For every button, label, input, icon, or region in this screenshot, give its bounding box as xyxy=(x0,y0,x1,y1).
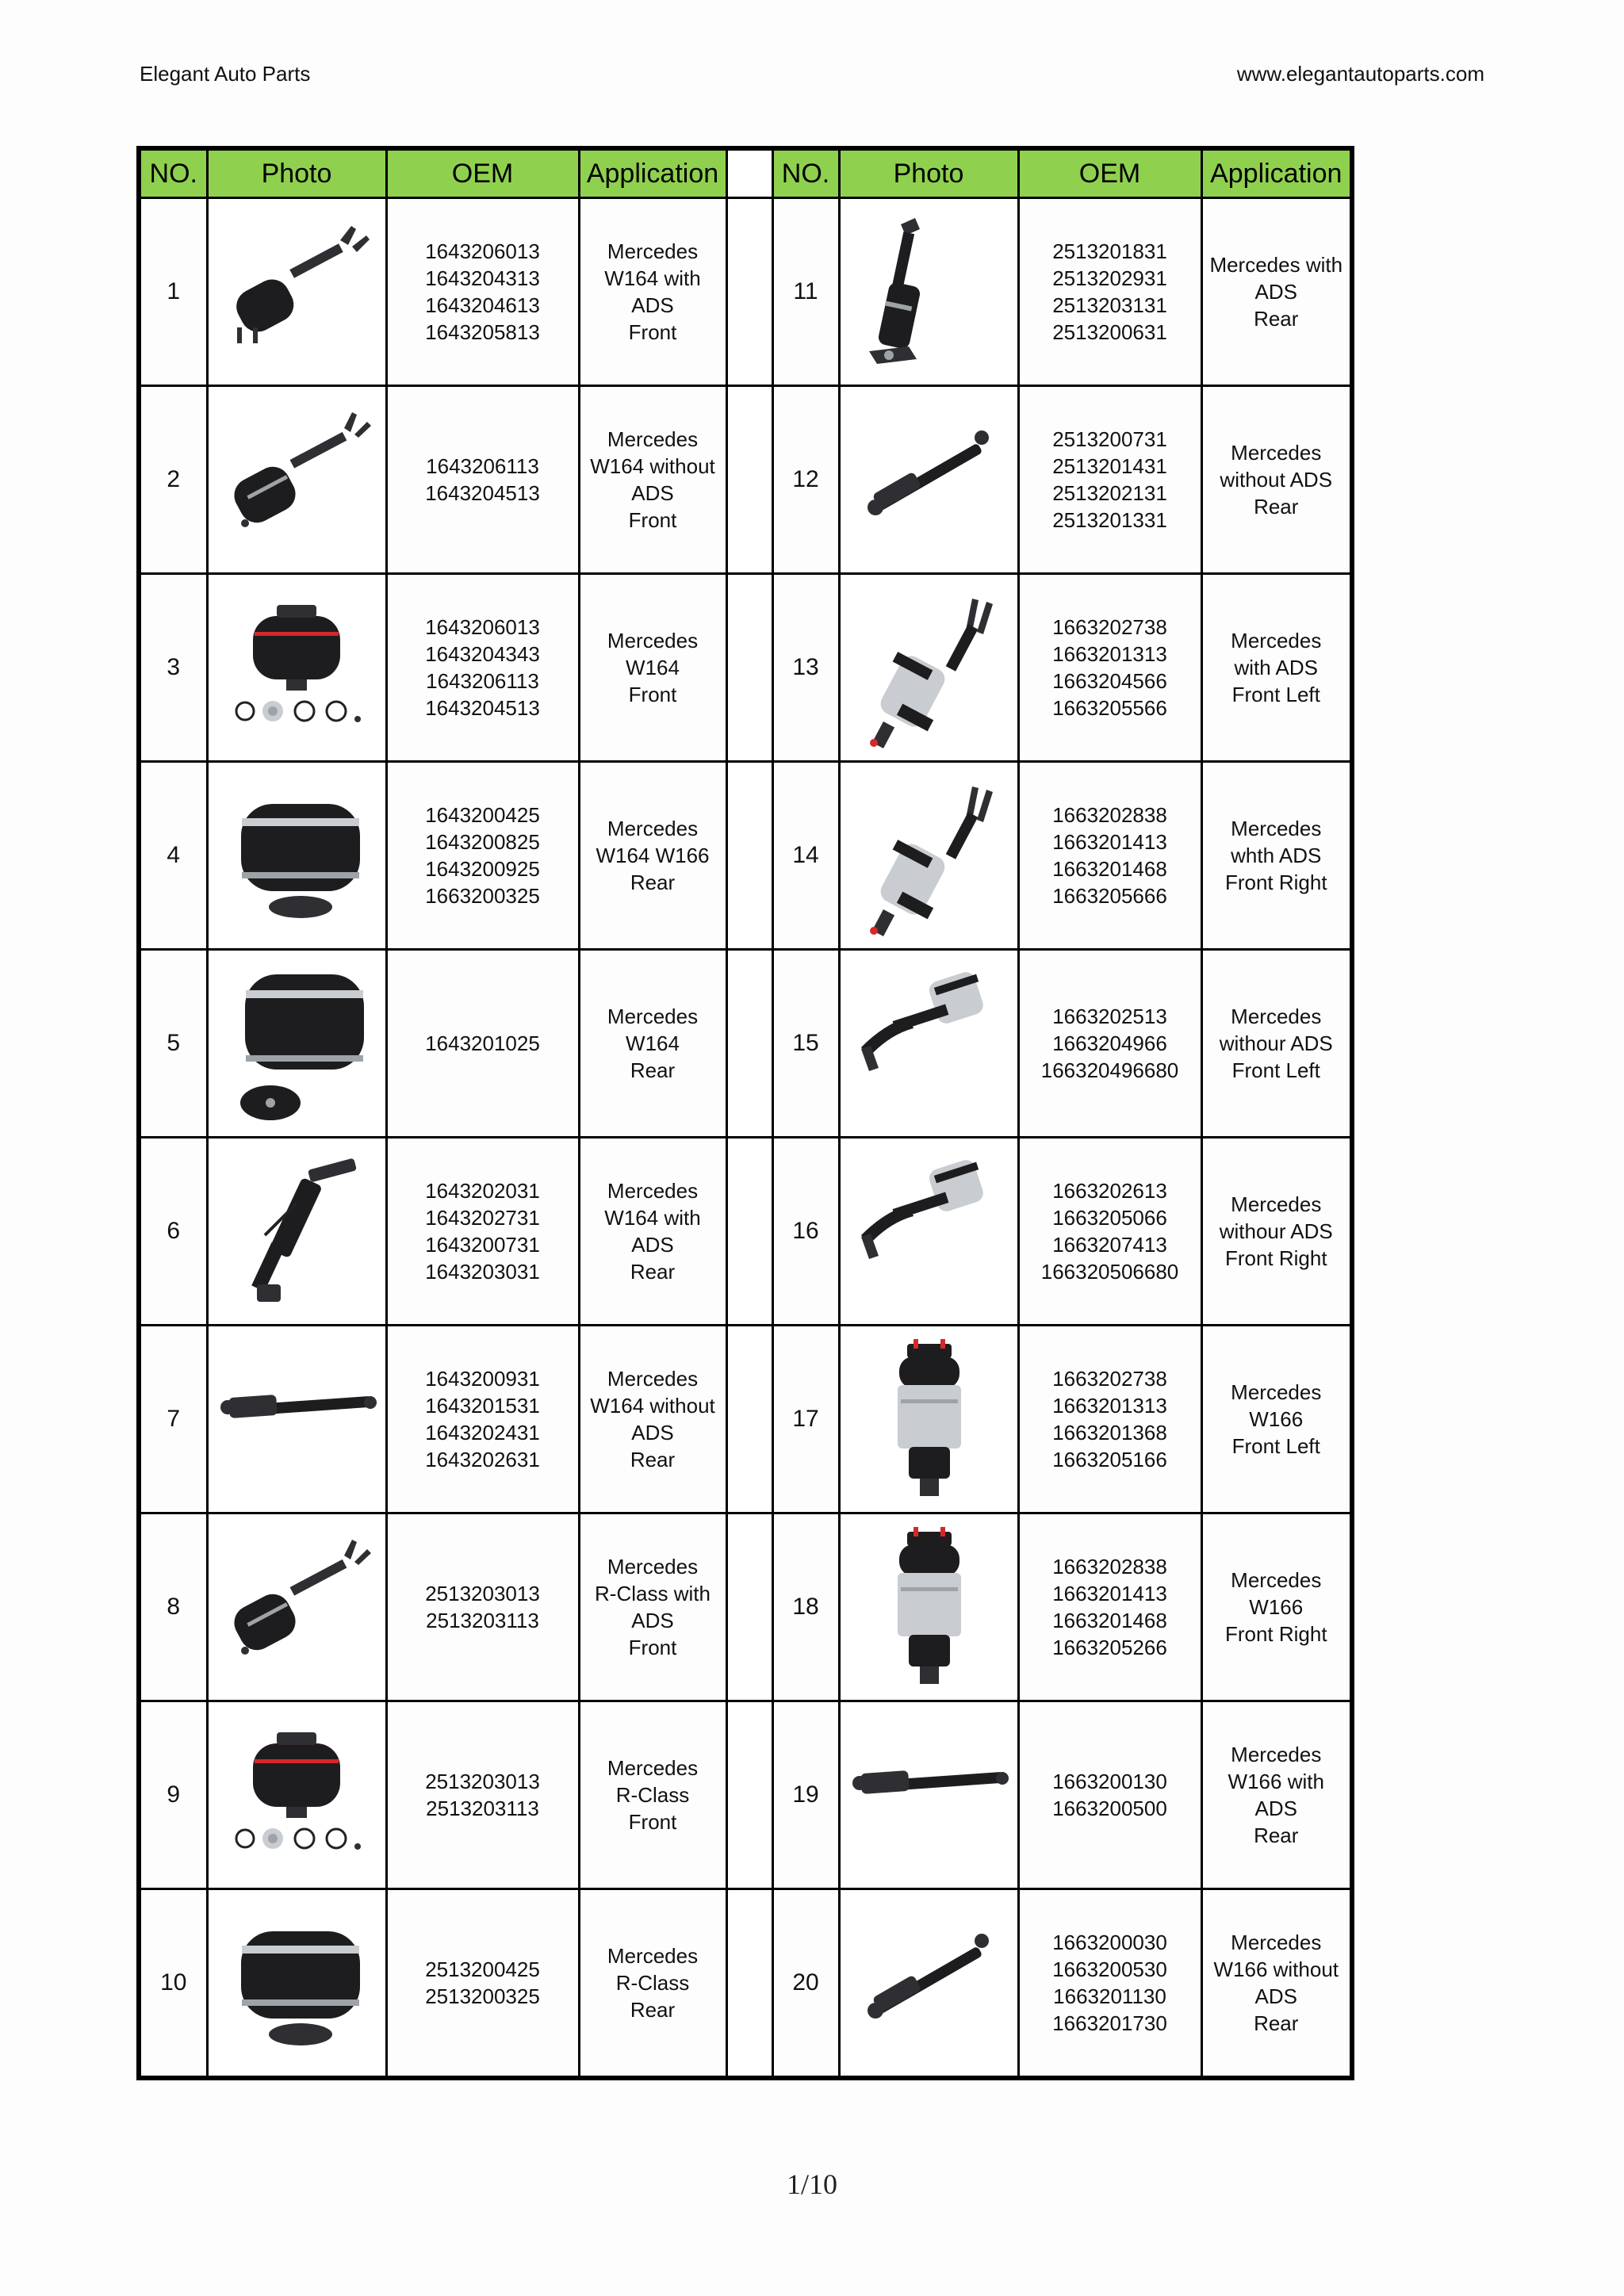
oem-number: 1663201730 xyxy=(1052,2011,1167,2035)
rear-shock-icon xyxy=(845,396,1012,563)
oem-number: 2513203113 xyxy=(426,1609,539,1632)
oem-number: 2513202931 xyxy=(1052,266,1167,290)
oem-number: 2513200325 xyxy=(425,1984,540,2008)
application-line: W164 xyxy=(626,656,680,679)
application-line: Front Left xyxy=(1231,1058,1320,1082)
oem-number: 1663202838 xyxy=(1052,803,1167,827)
header-spacer xyxy=(726,148,772,198)
product-photo xyxy=(839,1138,1018,1326)
oem-number: 1643200925 xyxy=(425,857,540,881)
column-spacer xyxy=(726,198,772,386)
product-photo xyxy=(207,1889,386,2079)
application xyxy=(1201,1138,1352,1326)
oem-numbers xyxy=(1018,1701,1201,1889)
product-photo xyxy=(207,950,386,1138)
oem-number: 1643204313 xyxy=(425,266,540,290)
application-line: Mercedes xyxy=(607,1756,699,1780)
column-spacer xyxy=(726,1326,772,1513)
product-photo xyxy=(839,386,1018,574)
application-line: Mercedes xyxy=(607,817,699,840)
oem-number: 1643202431 xyxy=(425,1421,540,1445)
application-line: Mercedes xyxy=(607,1004,699,1028)
table-row xyxy=(139,1326,1352,1513)
oem-number: 1643205813 xyxy=(425,320,540,344)
application xyxy=(579,386,726,574)
application-line: Rear xyxy=(630,1998,676,2022)
oem-number: 1643206013 xyxy=(425,239,540,263)
table-row xyxy=(139,386,1352,574)
application xyxy=(1201,950,1352,1138)
oem-number: 1643202031 xyxy=(425,1179,540,1203)
oem-number: 166320496680 xyxy=(1040,1058,1179,1082)
air-spring-module-icon xyxy=(845,1336,1012,1502)
oem-number: 1663205166 xyxy=(1052,1448,1167,1471)
air-spring-module-icon xyxy=(845,1524,1012,1690)
rear-air-spring-icon xyxy=(213,772,380,939)
application-line: Mercedes xyxy=(1231,1931,1322,1954)
oem-number: 1643204613 xyxy=(425,293,540,317)
application-line: Mercedes xyxy=(1231,1743,1322,1766)
oem-number: 1643202731 xyxy=(425,1206,540,1230)
front-strut-icon xyxy=(213,1524,380,1690)
front-strut-ads-icon xyxy=(213,209,380,375)
application-line: Rear xyxy=(1254,307,1299,331)
header-no: NO. xyxy=(772,148,839,198)
application-line: Rear xyxy=(1254,495,1299,519)
oem-number: 1663207413 xyxy=(1052,1233,1167,1257)
oem-number: 2513200731 xyxy=(1052,427,1167,451)
item-number: 8 xyxy=(139,1513,207,1701)
table-row xyxy=(139,1701,1352,1889)
application-line: Rear xyxy=(630,1448,676,1471)
oem-number: 1663205266 xyxy=(1052,1636,1167,1659)
application xyxy=(579,950,726,1138)
application xyxy=(1201,1701,1352,1889)
application-line: W164 with xyxy=(604,1206,701,1230)
oem-numbers xyxy=(1018,198,1201,386)
oem-number: 1643200825 xyxy=(425,830,540,854)
front-strut-fork-icon xyxy=(845,584,1012,751)
application xyxy=(579,1889,726,2079)
column-spacer xyxy=(726,386,772,574)
item-number: 6 xyxy=(139,1138,207,1326)
rear-shock-horizontal-icon xyxy=(845,1712,1012,1878)
air-bag-with-rings-icon xyxy=(213,1712,380,1878)
product-photo xyxy=(207,762,386,950)
table-row xyxy=(139,1138,1352,1326)
page-number: 1/10 xyxy=(786,2168,837,2200)
oem-numbers xyxy=(386,198,579,386)
oem-number: 1663204966 xyxy=(1052,1031,1167,1055)
oem-numbers xyxy=(1018,574,1201,762)
application xyxy=(1201,1326,1352,1513)
item-number: 9 xyxy=(139,1701,207,1889)
oem-number: 2513201331 xyxy=(1052,508,1167,532)
application-line: W166 xyxy=(1249,1595,1304,1619)
oem-number: 1663202513 xyxy=(1052,1004,1167,1028)
product-photo xyxy=(207,574,386,762)
header-photo: Photo xyxy=(207,148,386,198)
application-line: ADS xyxy=(1254,1984,1297,2008)
application-line: Front xyxy=(628,508,677,532)
air-bag-with-rings-icon xyxy=(213,584,380,751)
application-line: withour ADS xyxy=(1219,1219,1333,1243)
oem-number: 2513200631 xyxy=(1052,320,1167,344)
oem-number: 1663205066 xyxy=(1052,1206,1167,1230)
item-number: 3 xyxy=(139,574,207,762)
front-strut-icon xyxy=(213,396,380,563)
oem-numbers xyxy=(1018,950,1201,1138)
product-photo xyxy=(207,1701,386,1889)
application-line: with ADS xyxy=(1234,656,1318,679)
item-number: 4 xyxy=(139,762,207,950)
header-oem: OEM xyxy=(1018,148,1201,198)
oem-numbers xyxy=(386,1138,579,1326)
oem-number: 1663201413 xyxy=(1052,830,1167,854)
application-line: W164 with xyxy=(604,266,701,290)
oem-numbers xyxy=(1018,1138,1201,1326)
column-spacer xyxy=(726,950,772,1138)
application-line: Mercedes xyxy=(607,1555,699,1578)
application-line: W166 xyxy=(1249,1407,1304,1431)
application-line: Mercedes xyxy=(607,427,699,451)
application-line: Mercedes xyxy=(607,1944,699,1968)
oem-number: 1663202738 xyxy=(1052,1367,1167,1391)
oem-number: 1663202838 xyxy=(1052,1555,1167,1578)
item-number: 18 xyxy=(772,1513,839,1701)
application-line: ADS xyxy=(631,1233,674,1257)
application-line: Mercedes xyxy=(1231,629,1322,652)
rear-shock-bracket-icon xyxy=(213,1148,380,1314)
table-header-row xyxy=(139,148,1352,198)
application-line: Rear xyxy=(630,1260,676,1284)
oem-number: 1643204513 xyxy=(425,696,540,720)
application xyxy=(579,762,726,950)
vertical-rear-strut-icon xyxy=(845,209,1012,375)
application-line: W166 without xyxy=(1213,1957,1339,1981)
table-row xyxy=(139,1513,1352,1701)
application-line: R-Class with xyxy=(595,1582,710,1605)
oem-number: 1643204513 xyxy=(425,481,540,505)
oem-numbers xyxy=(386,762,579,950)
oem-number: 2513201831 xyxy=(1052,239,1167,263)
oem-number: 1643201025 xyxy=(425,1031,540,1055)
product-photo xyxy=(839,1701,1018,1889)
oem-number: 2513203113 xyxy=(426,1797,539,1820)
application xyxy=(579,1513,726,1701)
oem-number: 2513203013 xyxy=(425,1582,540,1605)
product-photo xyxy=(839,1889,1018,2079)
product-photo xyxy=(839,574,1018,762)
oem-number: 1663205566 xyxy=(1052,696,1167,720)
oem-numbers xyxy=(1018,1513,1201,1701)
application-line: Mercedes xyxy=(1231,1380,1322,1404)
header-no: NO. xyxy=(139,148,207,198)
product-photo xyxy=(207,386,386,574)
application xyxy=(1201,1513,1352,1701)
website-url: www.elegantautoparts.com xyxy=(1236,62,1484,86)
oem-number: 1663201468 xyxy=(1052,1609,1167,1632)
application xyxy=(579,574,726,762)
oem-number: 1663201130 xyxy=(1053,1984,1166,2008)
item-number: 11 xyxy=(772,198,839,386)
oem-number: 1643206013 xyxy=(425,615,540,639)
oem-number: 1663200500 xyxy=(1052,1797,1167,1820)
oem-number: 1643206113 xyxy=(426,454,539,478)
application-line: Mercedes xyxy=(607,1367,699,1391)
application xyxy=(579,1138,726,1326)
oem-number: 1663200030 xyxy=(1052,1931,1167,1954)
front-strut-arm-icon xyxy=(845,960,1012,1127)
application-line: Mercedes xyxy=(1231,1568,1322,1592)
table-row xyxy=(139,1889,1352,2079)
column-spacer xyxy=(726,762,772,950)
application-line: Mercedes xyxy=(607,1179,699,1203)
application-line: Front xyxy=(628,320,677,344)
oem-number: 1663202738 xyxy=(1052,615,1167,639)
application-line: Rear xyxy=(1254,1823,1299,1847)
application-line: W164 without xyxy=(590,1394,715,1418)
company-name: Elegant Auto Parts xyxy=(140,62,311,86)
oem-numbers xyxy=(1018,386,1201,574)
item-number: 17 xyxy=(772,1326,839,1513)
application xyxy=(579,1326,726,1513)
item-number: 10 xyxy=(139,1889,207,2079)
application-line: Mercedes xyxy=(607,629,699,652)
item-number: 16 xyxy=(772,1138,839,1326)
oem-number: 1663201368 xyxy=(1052,1421,1167,1445)
application xyxy=(579,1701,726,1889)
oem-number: 2513203131 xyxy=(1052,293,1167,317)
item-number: 12 xyxy=(772,386,839,574)
application-line: Mercedes xyxy=(1231,1192,1322,1216)
item-number: 19 xyxy=(772,1701,839,1889)
application xyxy=(579,198,726,386)
product-photo xyxy=(839,198,1018,386)
table-row xyxy=(139,198,1352,386)
product-photo xyxy=(207,198,386,386)
oem-number: 1663201313 xyxy=(1052,1394,1167,1418)
product-photo xyxy=(839,1326,1018,1513)
oem-numbers xyxy=(1018,762,1201,950)
product-photo xyxy=(207,1326,386,1513)
oem-numbers xyxy=(386,1513,579,1701)
oem-number: 166320506680 xyxy=(1040,1260,1179,1284)
item-number: 2 xyxy=(139,386,207,574)
oem-number: 1663200530 xyxy=(1052,1957,1167,1981)
oem-number: 1643200931 xyxy=(425,1367,540,1391)
application xyxy=(1201,574,1352,762)
application-line: W164 W166 xyxy=(596,844,710,867)
application-line: whth ADS xyxy=(1231,844,1322,867)
application-line: Front Right xyxy=(1224,1246,1327,1270)
column-spacer xyxy=(726,1701,772,1889)
column-spacer xyxy=(726,574,772,762)
application-line: withour ADS xyxy=(1219,1031,1333,1055)
application-line: Front Right xyxy=(1224,1622,1327,1646)
application-line: R-Class xyxy=(615,1783,690,1807)
product-photo xyxy=(207,1138,386,1326)
oem-numbers xyxy=(386,574,579,762)
oem-number: 2513200425 xyxy=(425,1957,540,1981)
column-spacer xyxy=(726,1138,772,1326)
oem-number: 1663201413 xyxy=(1052,1582,1167,1605)
oem-number: 1663201313 xyxy=(1052,642,1167,666)
item-number: 1 xyxy=(139,198,207,386)
product-photo xyxy=(839,762,1018,950)
oem-number: 1663200130 xyxy=(1052,1770,1167,1793)
application-line: R-Class xyxy=(615,1971,690,1995)
application xyxy=(1201,1889,1352,2079)
header-application: Application xyxy=(579,148,726,198)
item-number: 13 xyxy=(772,574,839,762)
application-line: W164 without xyxy=(590,454,715,478)
product-photo xyxy=(207,1513,386,1701)
table-row xyxy=(139,762,1352,950)
application-line: Mercedes xyxy=(1231,1004,1322,1028)
column-spacer xyxy=(726,1513,772,1701)
application-line: ADS xyxy=(631,1421,674,1445)
oem-number: 1663204566 xyxy=(1052,669,1167,693)
application-line: Front xyxy=(628,1636,677,1659)
oem-number: 1643202631 xyxy=(425,1448,540,1471)
item-number: 7 xyxy=(139,1326,207,1513)
application-line: Rear xyxy=(630,1058,676,1082)
application-line: without ADS xyxy=(1220,468,1333,492)
table-row xyxy=(139,950,1352,1138)
front-strut-arm-icon xyxy=(845,1148,1012,1314)
rear-air-spring-icon xyxy=(213,1900,380,2066)
oem-number: 1643206113 xyxy=(426,669,539,693)
oem-numbers xyxy=(386,1889,579,2079)
oem-numbers xyxy=(1018,1889,1201,2079)
oem-number: 1643200731 xyxy=(425,1233,540,1257)
header-oem: OEM xyxy=(386,148,579,198)
column-spacer xyxy=(726,1889,772,2079)
application-line: Front Left xyxy=(1231,683,1320,706)
rear-shock-icon xyxy=(845,1900,1012,2066)
header-photo: Photo xyxy=(839,148,1018,198)
application-line: Rear xyxy=(630,871,676,894)
oem-number: 1663202613 xyxy=(1052,1179,1167,1203)
oem-number: 2513203013 xyxy=(425,1770,540,1793)
application-line: Mercedes xyxy=(607,239,699,263)
application-line: ADS xyxy=(631,1609,674,1632)
application-line: Front Left xyxy=(1231,1434,1320,1458)
item-number: 15 xyxy=(772,950,839,1138)
application xyxy=(1201,762,1352,950)
application-line: Rear xyxy=(1254,2011,1299,2035)
application-line: W164 xyxy=(626,1031,680,1055)
oem-number: 1643203031 xyxy=(425,1260,540,1284)
oem-numbers xyxy=(1018,1326,1201,1513)
application-line: W166 with xyxy=(1228,1770,1324,1793)
product-photo xyxy=(839,1513,1018,1701)
oem-number: 2513201431 xyxy=(1052,454,1167,478)
application xyxy=(1201,386,1352,574)
oem-numbers xyxy=(386,1701,579,1889)
application-line: Mercedes xyxy=(1231,441,1322,465)
application-line: ADS xyxy=(631,293,674,317)
parts-catalog-table xyxy=(136,146,1354,2080)
application-line: ADS xyxy=(631,481,674,505)
application-line: Front xyxy=(628,683,677,706)
item-number: 14 xyxy=(772,762,839,950)
oem-number: 1663205666 xyxy=(1052,884,1167,908)
item-number: 5 xyxy=(139,950,207,1138)
application xyxy=(1201,198,1352,386)
product-photo xyxy=(839,950,1018,1138)
application-line: Mercedes xyxy=(1231,817,1322,840)
oem-numbers xyxy=(386,950,579,1138)
rear-shock-horizontal-icon xyxy=(213,1336,380,1502)
header-application: Application xyxy=(1201,148,1352,198)
oem-numbers xyxy=(386,1326,579,1513)
oem-number: 1663201468 xyxy=(1052,857,1167,881)
oem-number: 1643204343 xyxy=(425,642,540,666)
application-line: Mercedes with xyxy=(1209,253,1343,277)
item-number: 20 xyxy=(772,1889,839,2079)
application-line: Front xyxy=(628,1810,677,1834)
application-line: ADS xyxy=(1254,280,1297,304)
oem-number: 1663200325 xyxy=(425,884,540,908)
oem-numbers xyxy=(386,386,579,574)
application-line: Front Right xyxy=(1224,871,1327,894)
application-line: ADS xyxy=(1254,1797,1297,1820)
oem-number: 1643201531 xyxy=(425,1394,540,1418)
oem-number: 2513202131 xyxy=(1052,481,1167,505)
front-strut-fork-icon xyxy=(845,772,1012,939)
rear-air-spring-cap-icon xyxy=(213,960,380,1127)
oem-number: 1643200425 xyxy=(425,803,540,827)
table-row xyxy=(139,574,1352,762)
